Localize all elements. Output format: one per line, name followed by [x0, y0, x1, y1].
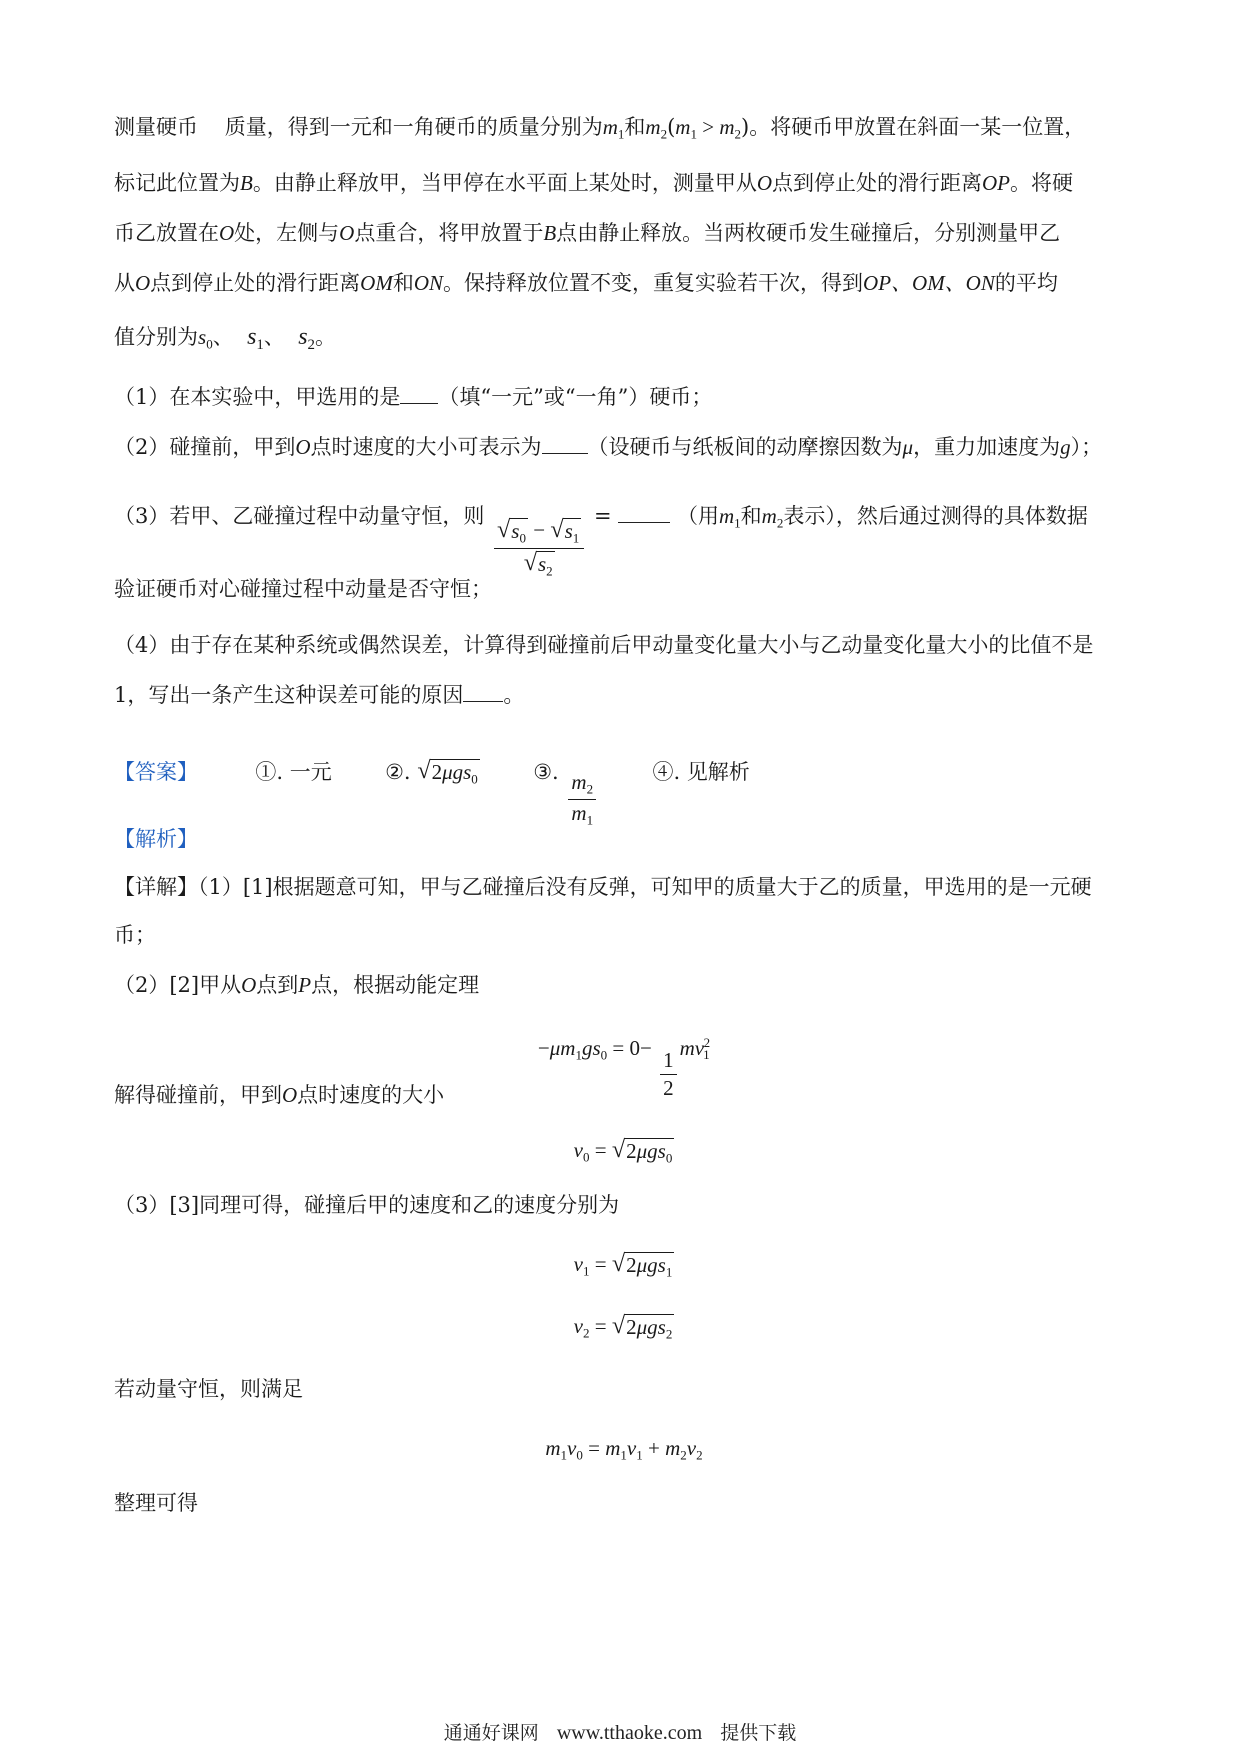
intro-line-5: 值分别为$s_0$、 $s_1$、 $s_2$。	[114, 324, 336, 354]
v1-equation: $v_1$ = √ 2μgs$_1$	[573, 1249, 673, 1280]
mass-m1: $m_1$	[718, 504, 741, 531]
question-4-continued	[114, 680, 1130, 710]
point-O: O	[295, 435, 311, 459]
text: 测量硬币	[114, 115, 198, 139]
text: ）；	[1070, 435, 1103, 459]
answer-blank	[618, 502, 670, 523]
text: 币乙放置在	[114, 221, 219, 245]
answer-3-expression: $\frac{m_2}{m_1}$	[568, 771, 596, 828]
mass-m2: $m_2$	[761, 504, 784, 531]
detail-line-1	[114, 872, 1130, 902]
text: 值分别为	[114, 325, 198, 349]
text: 点到	[256, 973, 299, 997]
text: （设硬币与纸板间的动摩擦因数为	[587, 435, 903, 459]
question-4	[114, 630, 1130, 660]
text: （2）[2]甲从	[114, 973, 242, 997]
mass-inequality: $m_1 > m_2$	[675, 115, 741, 142]
answer-4: ④. 见解析	[652, 760, 750, 784]
answer-2-label: ②.	[385, 760, 411, 784]
text: 点，根据动能定理	[311, 973, 480, 997]
text: （3）若甲、乙碰撞过程中动量守恒，则	[114, 504, 485, 528]
distances-list: OP、OM、ON	[863, 271, 995, 295]
text: 点到停止处的滑行距离	[772, 171, 982, 195]
point-O: O	[241, 973, 257, 997]
detail-line-3	[114, 1080, 1130, 1110]
text: 。	[314, 325, 336, 349]
detail-line-5	[114, 1374, 1130, 1404]
detail-line-2	[114, 970, 1130, 1000]
question-3-continued	[114, 574, 1130, 604]
text: 点由静止释放。当两枚硬币发生碰撞后，分别测量甲乙	[556, 221, 1061, 245]
v2-equation: $v_2$ = √ 2μgs$_2$	[573, 1311, 673, 1342]
text: （用	[676, 504, 719, 528]
symbol-g: g	[1060, 435, 1071, 459]
distance-OM: OM	[360, 271, 393, 295]
text: 和	[392, 271, 414, 295]
text: 。将硬币甲放置在斜面一某一位置，	[749, 115, 1086, 139]
s1: $s_1$	[247, 324, 264, 354]
text: 币；	[114, 923, 156, 947]
text: 点时速度的大小可表示为	[310, 435, 542, 459]
text: 点时速度的大小	[297, 1083, 445, 1107]
text: 处，左侧与	[234, 221, 340, 245]
text: 点到停止处的滑行距离	[150, 271, 361, 295]
answer-label: 【答案】	[114, 760, 198, 784]
point-O: O	[339, 221, 355, 245]
answer-3-label: ③.	[533, 760, 559, 784]
distance-OP: OP	[982, 171, 1010, 195]
text: （2）碰撞前，甲到	[114, 435, 296, 459]
text: 整理可得	[114, 1491, 198, 1515]
text: 的平均	[994, 271, 1058, 295]
momentum-equation: $m_1v_0 = m_1v_1 + m_2v_2$	[545, 1436, 703, 1463]
text: 和	[740, 504, 762, 528]
text: （填“一元”或“一角”）硬币；	[438, 385, 713, 409]
text: 。保持释放位置不变，重复实验若干次，得到	[443, 271, 864, 295]
analysis-label-line	[114, 824, 1130, 854]
footer-suffix: 提供下载	[720, 1722, 797, 1744]
text: 标记此位置为	[114, 171, 240, 195]
text: 和	[624, 115, 646, 139]
text: 表示），然后通过测得的具体数据	[783, 504, 1088, 528]
answer-1: ①. 一元	[255, 760, 332, 784]
text: 。将硬	[1010, 171, 1073, 195]
mass-m1: $m_1$	[602, 115, 625, 142]
text: 质量，得到一元和一角硬币的质量分别为	[224, 115, 603, 139]
mass-m2: $m_2$	[645, 115, 668, 142]
text: ，重力加速度为	[913, 435, 1061, 459]
text: 解得碰撞前，甲到	[114, 1083, 282, 1107]
detail-line-4	[114, 1190, 1130, 1220]
symbol-mu: μ	[902, 435, 914, 459]
answer-2-expression: √ 2μgs$_0$	[417, 757, 478, 787]
footer-url[interactable]: www.tthaoke.com	[556, 1722, 703, 1744]
point-P: P	[298, 973, 312, 997]
s2: $s_2$	[298, 324, 315, 354]
analysis-label: 【解析】	[114, 827, 198, 851]
text: 验证硬币对心碰撞过程中动量是否守恒；	[114, 577, 492, 601]
question-1	[114, 382, 1130, 412]
text: 。	[503, 683, 525, 707]
answer-blank	[542, 433, 588, 454]
point-O: O	[756, 171, 772, 195]
intro-line-1: 测量硬币 质量，得到一元和一角硬币的质量分别为$m_1$和$m_2(m_1 > m_2)$。将硬币甲放置在斜面一某一位置，	[114, 115, 1086, 142]
question-3: （3）若甲、乙碰撞过程中动量守恒，则 √ $s_0$ − √ $s_1$ √ $s_2$ = （用$m_1$和$m_2$表示），然后通过测得的具体数据	[114, 504, 1088, 579]
question-2	[114, 432, 1130, 462]
detail-line-1b	[114, 920, 1130, 950]
v0-equation: $v_0$ = √ 2μgs$_0$	[573, 1135, 673, 1166]
s0: $s_0$	[198, 325, 213, 352]
intro-line-2	[114, 168, 1130, 198]
footer-site-name: 通通好课网	[443, 1722, 539, 1744]
text: 。由静止释放甲，当甲停在水平面上某处时，测量甲从	[252, 171, 757, 195]
text: （3）[3]同理可得，碰撞后甲的速度和乙的速度分别为	[114, 1193, 620, 1217]
ratio-expression: √ $s_0$ − √ $s_1$ √ $s_2$	[494, 518, 584, 580]
text: （1）在本实验中，甲选用的是	[114, 385, 401, 409]
text: 点重合，将甲放置于	[354, 221, 544, 245]
answer-line	[114, 752, 1130, 828]
answer-blank	[463, 681, 503, 702]
text: 若动量守恒，则满足	[114, 1377, 303, 1401]
distance-ON: ON	[413, 271, 444, 295]
text: 1，写出一条产生这种误差可能的原因	[114, 683, 464, 707]
text: （4）由于存在某种系统或偶然误差，计算得到碰撞前后甲动量变化量大小与乙动量变化量大小的比值不是	[114, 633, 1094, 657]
point-O: O	[282, 1083, 298, 1107]
text: 【详解】（1）[1]根据题意可知，甲与乙碰撞后没有反弹，可知甲的质量大于乙的质量，甲选用的是一元硬	[114, 875, 1092, 899]
answer-blank	[400, 383, 438, 404]
energy-equation: $-\mu m_1gs_0 = 0-$ $\frac{1}{2}$ $mv_1^2$	[537, 1035, 711, 1100]
point-O: O	[219, 221, 235, 245]
point-B: B	[543, 221, 557, 245]
point-O: O	[135, 271, 151, 295]
page-footer	[0, 1718, 1240, 1745]
point-B: B	[240, 171, 253, 195]
intro-line-3	[114, 218, 1130, 248]
text: 从	[114, 271, 135, 295]
detail-line-6	[114, 1488, 1130, 1518]
intro-line-4	[114, 268, 1130, 298]
